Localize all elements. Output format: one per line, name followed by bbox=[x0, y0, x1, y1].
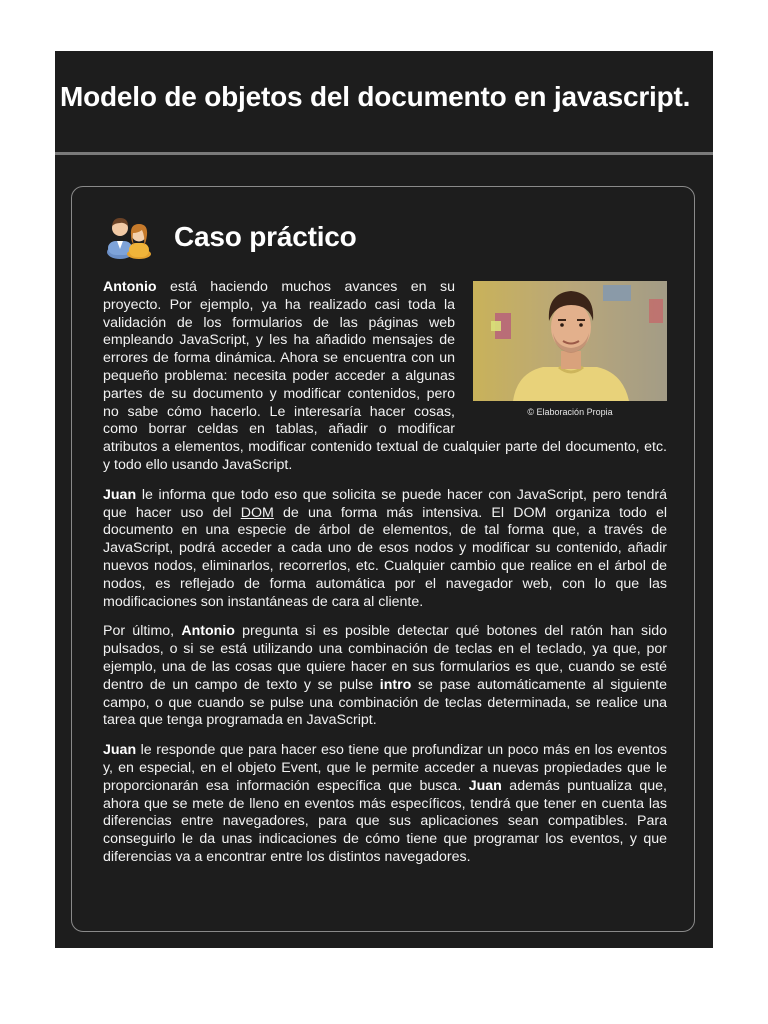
title-divider bbox=[55, 152, 713, 155]
case-body bbox=[103, 279, 667, 879]
case-study-box bbox=[71, 186, 695, 932]
paragraph-3-text-b: pregunta si es posible detectar qué botones del ratón han sido pulsados, o si se está utilizando una combinación de teclas en el teclado, ya que, por ejemplo, una de las cosas que quiere hacer en sus formularios es que, cuando se esté dentro de un campo de texto y se pulse bbox=[103, 623, 668, 693]
paragraph-2-text-b: de una forma más intensiva. El DOM organiza todo el documento en una especie de árbol de elementos, de tal forma que, a través de JavaScript, podrá acceder a cada uno de esos nodos y modificar su contenido, añadir nuevos nodos, eliminarlos, recorrerlos, etc. Cualquier cambio que realice en el árbol de nodos, es reflejado de forma automática por el navegador web, con lo que las modificaciones son instantáneas de cara al cliente. bbox=[103, 504, 667, 610]
photo-caption: © Elaboración Propia bbox=[527, 407, 613, 417]
page-panel bbox=[55, 51, 713, 948]
photo-figure bbox=[473, 281, 667, 418]
name-antonio: Antonio bbox=[181, 623, 235, 640]
paragraph-2-text-a: le informa que todo eso que solicita se puede hacer con JavaScript, pero tendrá que hacer uso del bbox=[103, 486, 667, 521]
paragraph-4-text-b: además puntualiza que, ahora que se mete de lleno en eventos más específicos, tendrá que tener en cuenta las diferencias entre navegadores, para que sus aplicaciones sean compatibles. Para conseguirlo le da unas indicaciones de cómo tiene que programar los eventos, y que diferencias va a encontrar entre los distintos navegadores. bbox=[103, 777, 667, 865]
paragraph-3 bbox=[103, 623, 667, 730]
dom-glossary-link[interactable]: DOM bbox=[240, 504, 274, 521]
paragraph-3-text-c: se pase automáticamente al siguiente campo, o que cuando se pulse una combinación de teclas determinada, se realice una tarea que tenga programada en JavaScript. bbox=[103, 676, 667, 729]
name-juan-2: Juan bbox=[468, 777, 502, 794]
portrait-photo bbox=[473, 281, 667, 401]
case-header bbox=[105, 213, 357, 261]
page-title: Modelo de objetos del documento en javascript. bbox=[60, 81, 691, 112]
paragraph-2 bbox=[103, 487, 667, 612]
name-juan: Juan bbox=[103, 742, 137, 759]
case-heading: Caso práctico bbox=[174, 221, 357, 252]
paragraph-3-text-a: Por último, bbox=[103, 623, 182, 640]
key-intro: intro bbox=[379, 676, 412, 693]
name-juan: Juan bbox=[103, 486, 137, 503]
paragraph-4 bbox=[103, 742, 667, 867]
paragraph-4-text-a: le responde que para hacer eso tiene que profundizar un poco más en los eventos y, en especial, en el objeto Event, que le permite acceder a nuevas propiedades que le proporcionarán esa información específica que busca. bbox=[103, 742, 667, 794]
name-antonio: Antonio bbox=[103, 279, 157, 295]
paragraph-1-text: está haciendo muchos avances en su proyecto. Por ejemplo, ya ha realizado casi toda la validación de los formularios de las páginas web empleando JavaScript, y les ha añadido mensajes de errores de forma dinámica. Ahora se encuentra con un pequeño problema: necesita poder acceder a algunas partes de su documento y modificar contenidos, pero no sabe cómo hacerlo. Le interesaría hacer cosas, como borrar celdas en tablas, añadir o modificar atributos a elementos, modificar contenido textual de cualquier parte del documento, etc. y todo ello usando JavaScript. bbox=[103, 279, 667, 473]
people-icon bbox=[105, 215, 153, 259]
